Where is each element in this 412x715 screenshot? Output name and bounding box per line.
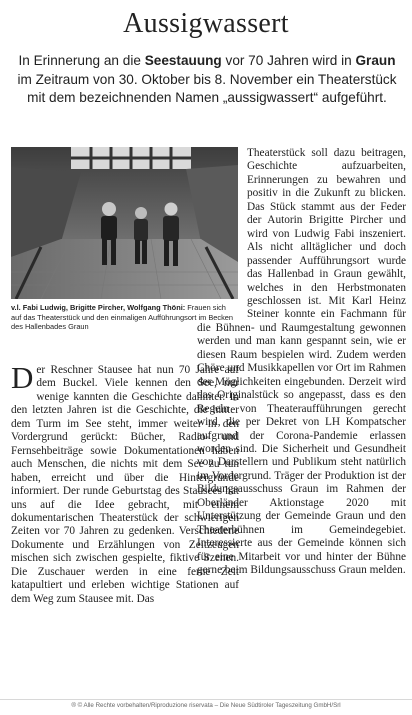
lead-text-1: In Erinnerung an die	[18, 53, 145, 68]
article-lead	[14, 52, 400, 108]
caption-names: v.l. Fabi Ludwig, Brigitte Pircher, Wolfgang Thöni:	[11, 303, 186, 312]
lead-text-3: im Zeitraum von 30. Oktober bis 8. November ein Theaterstück mit dem bezeichnenden Namen „aussigwassert“ aufgeführt.	[17, 71, 397, 105]
caption-text: Frauen sich auf das Theaterstück und den einmaligen Aufführungsort im Becken des Hallenbades Graun	[11, 303, 233, 332]
body-right-text: Theaterstück soll dazu beitragen, Geschichte aufzuarbeiten, Erinnerungen zu bewahren und positiv in die Zukunft zu blicken. Das Stück stammt aus der Feder der Autorin Brigitte Pircher und wird von Ludwig Fabi inszeniert. Als nicht alltäglicher und doch passender Aufführungsort wurde das Hallenbad in Graun gewählt, welches in den Herbstmonaten geschlossen ist. Mit Karl Heinz Steiner konnte ein Fachmann für die Bühnen- und Raumgestaltung gewonnen werden und man kann gespannt sein, wie er diesen Raum bespielen wird. Zudem werden Chöre und Musikkapellen vor Ort im Rahmen der Möglichkeiten eingebunden. Derzeit wird das Originalstück so angepasst, dass es den Regeln von Theateraufführungen gerecht wird, die per Dekret von LH Kompatscher aufgrund der Corona-Pandemie erlassen worden sind. Die Sicherheit und Gesundheit von Darstellern und Publikum steht natürlich im Vordergrund. Träger der Produktion ist der Bildungsausschuss Graun im Rahmen der Oberländer Aktionstage 2020 mit Unterstützung der Gemeinde Graun und den Theaterbühnen im Gemeindegebiet. Interessierte aus der Gemeinde können sich für eine Mitarbeit vor und hinter der Bühne gerne beim Bildungsausschuss Graun melden.	[197, 147, 406, 577]
photo-wrap-spacer	[197, 147, 247, 318]
footer-divider	[0, 699, 412, 700]
drop-cap: D	[11, 360, 34, 395]
lead-keyword-graun: Graun	[355, 53, 396, 68]
article-headline: Aussigwassert	[123, 8, 289, 39]
body-left-text: er Reschner Stausee hat nun 70 Jahre auf dem Buckel. Viele kennen den See, nur wenige kannten die Geschichte dahinter. In den letzten Jahren ist die Geschichte, die hinter dem Turm im See steht, immer weiter in den Vordergrund gerückt: Bücher, Radio- und Fernsehbeiträge sowie Dokumentationen haben auch Menschen, die nichts mit dem See zu tun haben, erreicht und über die Hintergründe informiert. Der runde Geburtstag des Stausees hat uns auf die Idee gebracht, mit einem dokumentarischen Theaterstück der schwierigen Zeiten vor 70 Jahren zu gedenken. Verschiedene Dokumente und Erzählungen von Zeitzeugen mischen sich zwischen gespielte, fiktive Szenen. Die Zuschauer werden in eine ferne Zeit katapultiert und erleben wichtige Stationen auf dem Weg zum Stausee mit. Das	[11, 364, 239, 605]
lead-text-2: vor 70 Jahren wird in	[221, 53, 356, 68]
copyright-footer: ® © Alle Rechte vorbehalten/Riproduzione riservata – Die Neue Südtiroler Tageszeitung GmbH/Srl	[71, 702, 341, 709]
lead-keyword-seestauung: Seestauung	[144, 53, 222, 68]
body-column-right	[197, 147, 406, 578]
